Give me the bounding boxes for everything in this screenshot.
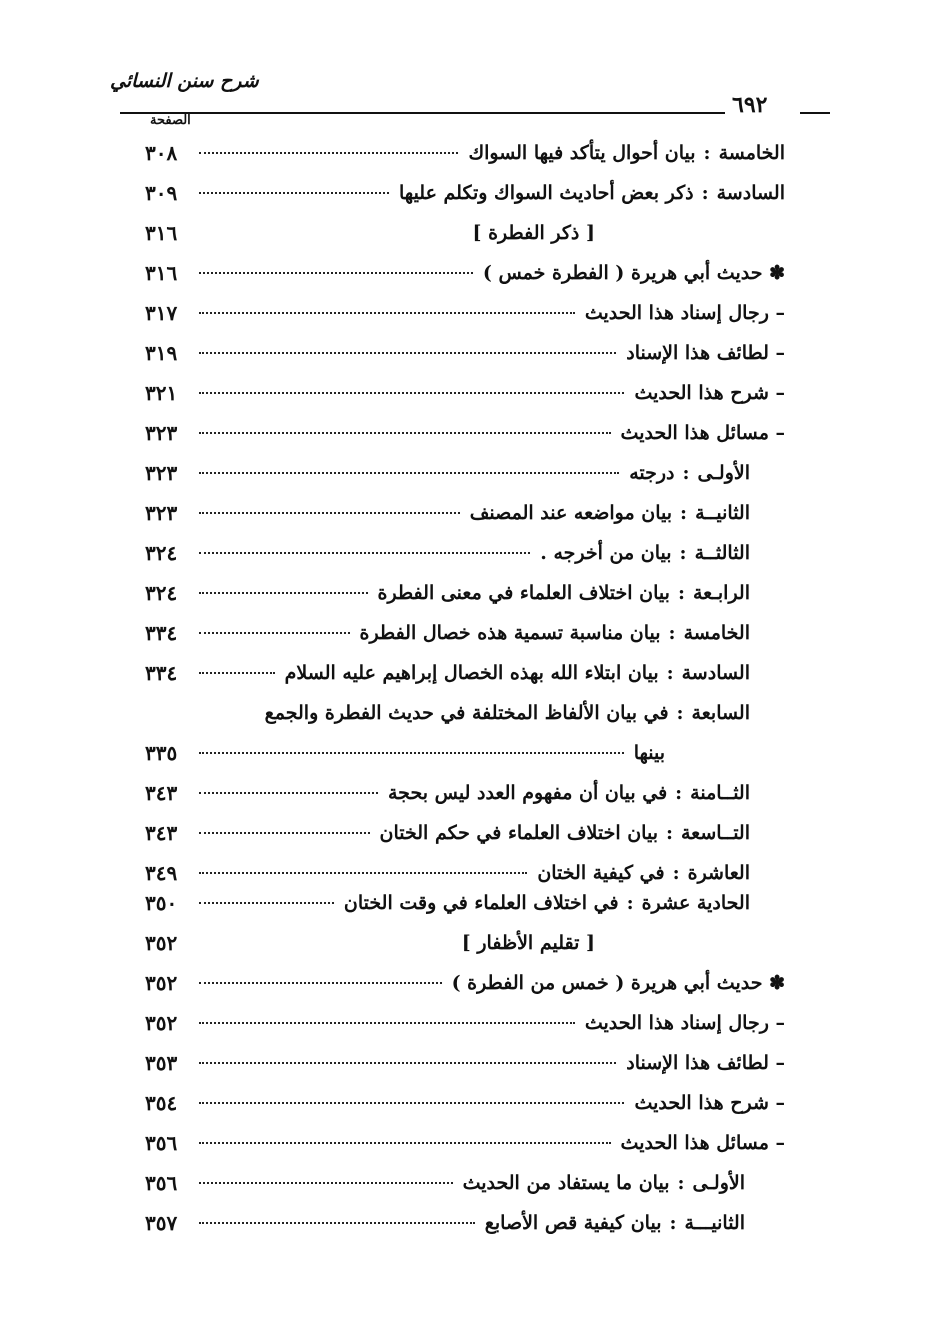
toc-entry xyxy=(145,883,750,923)
leader-dots xyxy=(199,352,616,354)
leader-dots xyxy=(199,982,442,984)
leader-dots xyxy=(199,1102,624,1104)
leader-dots xyxy=(199,1022,575,1024)
entry-label: الخامسة:بيان أحوال يتأكد فيها السواك xyxy=(468,142,785,164)
entry-label: – مسائل هذا الحديث xyxy=(620,1132,785,1154)
entry-page: ٣٠٩ xyxy=(145,181,178,205)
entry-page: ٣٥٧ xyxy=(145,1211,178,1235)
entry-label: الخامسة:بيان مناسبة تسمية هذه خصال الفطرة xyxy=(359,622,750,644)
entry-label: ✽ حديث أبي هريرة ( خمس من الفطرة ) xyxy=(451,972,785,994)
section-heading xyxy=(145,213,785,253)
entry-label: – مسائل هذا الحديث xyxy=(620,422,785,444)
entry-label: الأولـى:بيان ما يستفاد من الحديث xyxy=(462,1172,745,1194)
entry-label: الثــامنة:في بيان أن مفهوم العدد ليس بحجة xyxy=(388,782,750,804)
entry-page: ٣٣٤ xyxy=(145,661,178,685)
leader-dots xyxy=(199,312,575,314)
leader-dots xyxy=(199,902,334,904)
leader-dots xyxy=(199,592,368,594)
entry-page: ٣٥٢ xyxy=(145,931,178,955)
toc-entry xyxy=(145,333,785,373)
leader-dots xyxy=(199,152,458,154)
toc-entry xyxy=(145,373,785,413)
entry-label: – رجال إسناد هذا الحديث xyxy=(584,302,785,324)
entry-page: ٣٢٣ xyxy=(145,461,178,485)
entry-label: الرابـعة:بيان اختلاف العلماء في معنى الفطرة xyxy=(377,582,750,604)
entry-label: الأولـى:درجته xyxy=(629,462,750,484)
leader-dots xyxy=(199,192,389,194)
leader-dots xyxy=(199,672,275,674)
entry-label: – شرح هذا الحديث xyxy=(634,1092,785,1114)
leader-dots xyxy=(199,552,530,554)
toc-entry xyxy=(145,453,750,493)
leader-dots xyxy=(199,392,624,394)
toc-entry-continuation xyxy=(145,733,665,773)
entry-page: ٣٠٨ xyxy=(145,141,178,165)
entry-label: الثانيــة:بيان مواضعه عند المصنف xyxy=(469,502,750,524)
entry-page: ٣١٦ xyxy=(145,261,178,285)
leader-dots xyxy=(199,632,350,634)
book-title: شرح سنن النسائي xyxy=(110,70,259,92)
leader-dots xyxy=(199,752,624,754)
toc-entry xyxy=(145,293,785,333)
toc-entry xyxy=(145,1123,785,1163)
toc-entry xyxy=(145,1163,745,1203)
entry-label: – لطائف هذا الإسناد xyxy=(626,1052,785,1074)
leader-dots xyxy=(199,472,619,474)
entry-label: الثالثــة:بيان من أخرجه . xyxy=(540,542,750,564)
entry-page: ٣٢٣ xyxy=(145,501,178,525)
entry-page: ٣٤٣ xyxy=(145,821,178,845)
entry-page: ٣٢١ xyxy=(145,381,178,405)
leader-dots xyxy=(199,272,473,274)
entry-page: ٣٥٦ xyxy=(145,1171,178,1195)
section-heading xyxy=(145,923,785,963)
entry-page: ٣١٦ xyxy=(145,221,178,245)
heading-label: [ تقليم الأظفار ] xyxy=(461,932,595,954)
entry-label: السادسة:بيان ابتلاء الله بهذه الخصال إبراهيم عليه السلام xyxy=(284,662,750,684)
toc-entry xyxy=(145,493,750,533)
toc-entry xyxy=(145,1203,745,1243)
leader-dots xyxy=(199,872,527,874)
heading-label: [ ذكر الفطرة ] xyxy=(472,222,595,244)
leader-dots xyxy=(199,1142,611,1144)
leader-dots xyxy=(199,1222,475,1224)
entry-page: ٣٢٤ xyxy=(145,541,178,565)
toc-entry xyxy=(145,1043,785,1083)
toc-entry xyxy=(145,573,750,613)
entry-page: ٣٣٥ xyxy=(145,741,178,765)
page-number: ٦٩٢ xyxy=(732,92,768,118)
entry-label: – رجال إسناد هذا الحديث xyxy=(584,1012,785,1034)
toc-entry xyxy=(145,963,785,1003)
toc-entry-wrapped xyxy=(200,693,750,733)
entry-page: ٣٤٩ xyxy=(145,861,178,885)
leader-dots xyxy=(199,1182,453,1184)
entry-page: ٣٣٤ xyxy=(145,621,178,645)
leader-dots xyxy=(199,792,378,794)
entry-page: ٣٤٣ xyxy=(145,781,178,805)
toc-entry xyxy=(145,1083,785,1123)
page-column-label: الصفحة xyxy=(150,113,191,128)
entry-label: – لطائف هذا الإسناد xyxy=(626,342,785,364)
toc-entry xyxy=(145,1003,785,1043)
toc-entry xyxy=(145,253,785,293)
toc-entry xyxy=(145,773,750,813)
header-rule-end xyxy=(800,112,830,114)
entry-page: ٣١٧ xyxy=(145,301,178,325)
toc-entry xyxy=(145,413,785,453)
leader-dots xyxy=(199,1062,616,1064)
entry-page: ٣٢٤ xyxy=(145,581,178,605)
entry-label: الحادية عشرة:في اختلاف العلماء في وقت الختان xyxy=(343,892,750,914)
entry-label: السادسة:ذكر بعض أحاديث السواك وتكلم عليها xyxy=(399,182,785,204)
entry-label: بينها xyxy=(633,742,665,764)
entry-label: السابعة:في بيان الألفاظ المختلفة في حديث الفطرة والجمع xyxy=(264,702,750,724)
entry-page: ٣٥٣ xyxy=(145,1051,178,1075)
toc-entry xyxy=(145,133,785,173)
entry-page: ٣١٩ xyxy=(145,341,178,365)
toc-entry xyxy=(145,173,785,213)
entry-page: ٣٥٠ xyxy=(145,891,178,915)
entry-label: التــاسعة:بيان اختلاف العلماء في حكم الختان xyxy=(379,822,750,844)
toc-entry xyxy=(145,613,750,653)
header-rule xyxy=(120,112,725,114)
leader-dots xyxy=(199,432,611,434)
leader-dots xyxy=(199,512,460,514)
entry-page: ٣٥٢ xyxy=(145,1011,178,1035)
toc-entry xyxy=(145,813,750,853)
entry-page: ٣٥٤ xyxy=(145,1091,178,1115)
toc-entry xyxy=(145,653,750,693)
entry-label: – شرح هذا الحديث xyxy=(634,382,785,404)
entry-page: ٣٥٢ xyxy=(145,971,178,995)
entry-label: العاشرة:في كيفية الختان xyxy=(537,862,750,884)
toc-entry xyxy=(145,533,750,573)
entry-label: ✽ حديث أبي هريرة ( الفطرة خمس ) xyxy=(482,262,785,284)
entry-label: الثانيـــة:بيان كيفية قص الأصابع xyxy=(484,1212,745,1234)
entry-page: ٣٥٦ xyxy=(145,1131,178,1155)
leader-dots xyxy=(199,832,370,834)
entry-page: ٣٢٣ xyxy=(145,421,178,445)
